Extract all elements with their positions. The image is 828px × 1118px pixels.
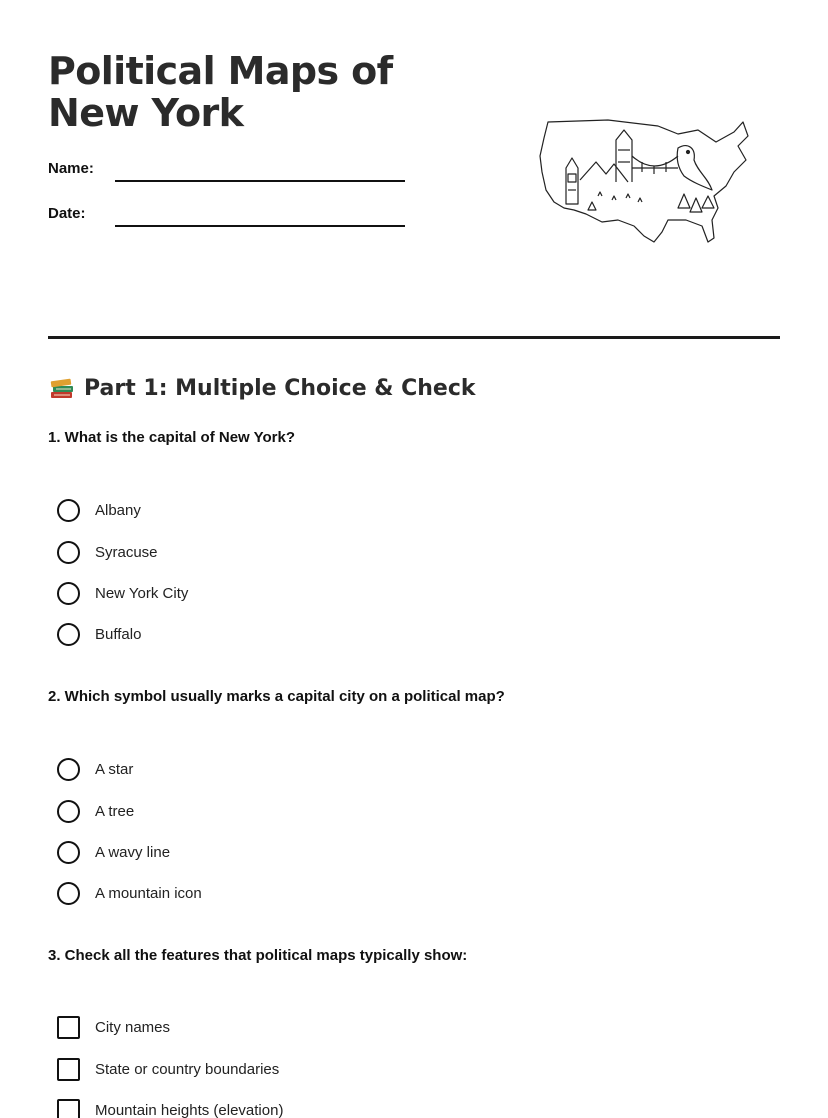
radio-button[interactable] [57,541,80,564]
books-icon [48,374,76,402]
usa-landmarks-illustration [538,116,752,246]
part1-heading [48,374,476,402]
question-3: 3. Check all the features that political maps typically show: [48,947,468,964]
question-1: 1. What is the capital of New York? [48,429,295,446]
section-divider [48,336,780,339]
option-label: A mountain icon [95,885,202,903]
date-line[interactable] [115,225,405,227]
checkbox[interactable] [57,1099,80,1118]
radio-button[interactable] [57,582,80,605]
option-label: State or country boundaries [95,1060,280,1078]
radio-button[interactable] [57,800,80,823]
option-label: New York City [95,584,189,602]
option-a-mountain-icon[interactable] [57,873,202,914]
option-albany[interactable] [57,490,188,531]
option-label: A tree [95,802,135,820]
option-label: A wavy line [95,843,171,861]
part1-heading-text: Part 1: Multiple Choice & Check [84,375,476,401]
radio-button[interactable] [57,499,80,522]
option-buffalo[interactable] [57,614,188,655]
option-city-names[interactable] [57,1007,283,1048]
name-line[interactable] [115,180,405,182]
name-label: Name: [48,160,94,177]
option-label: A star [95,761,134,779]
option-mountain-heights[interactable] [57,1090,283,1118]
date-field[interactable] [48,205,408,235]
date-label: Date: [48,205,86,222]
option-label: Syracuse [95,543,158,561]
radio-button[interactable] [57,882,80,905]
option-syracuse[interactable] [57,531,188,572]
option-label: City names [95,1019,171,1037]
option-a-star[interactable] [57,749,202,790]
radio-button[interactable] [57,623,80,646]
radio-button[interactable] [57,841,80,864]
option-boundaries[interactable] [57,1048,283,1089]
question-3-options [57,1007,283,1118]
name-field[interactable] [48,160,408,190]
question-1-options [57,490,188,656]
checkbox[interactable] [57,1058,80,1081]
option-new-york-city[interactable] [57,573,188,614]
question-2-options [57,749,202,915]
checkbox[interactable] [57,1016,80,1039]
page-title: Political Maps of New York [48,49,393,135]
question-2: 2. Which symbol usually marks a capital city on a political map? [48,688,505,705]
option-label: Mountain heights (elevation) [95,1101,284,1118]
option-a-wavy-line[interactable] [57,832,202,873]
option-a-tree[interactable] [57,790,202,831]
option-label: Buffalo [95,626,142,644]
option-label: Albany [95,502,141,520]
radio-button[interactable] [57,758,80,781]
